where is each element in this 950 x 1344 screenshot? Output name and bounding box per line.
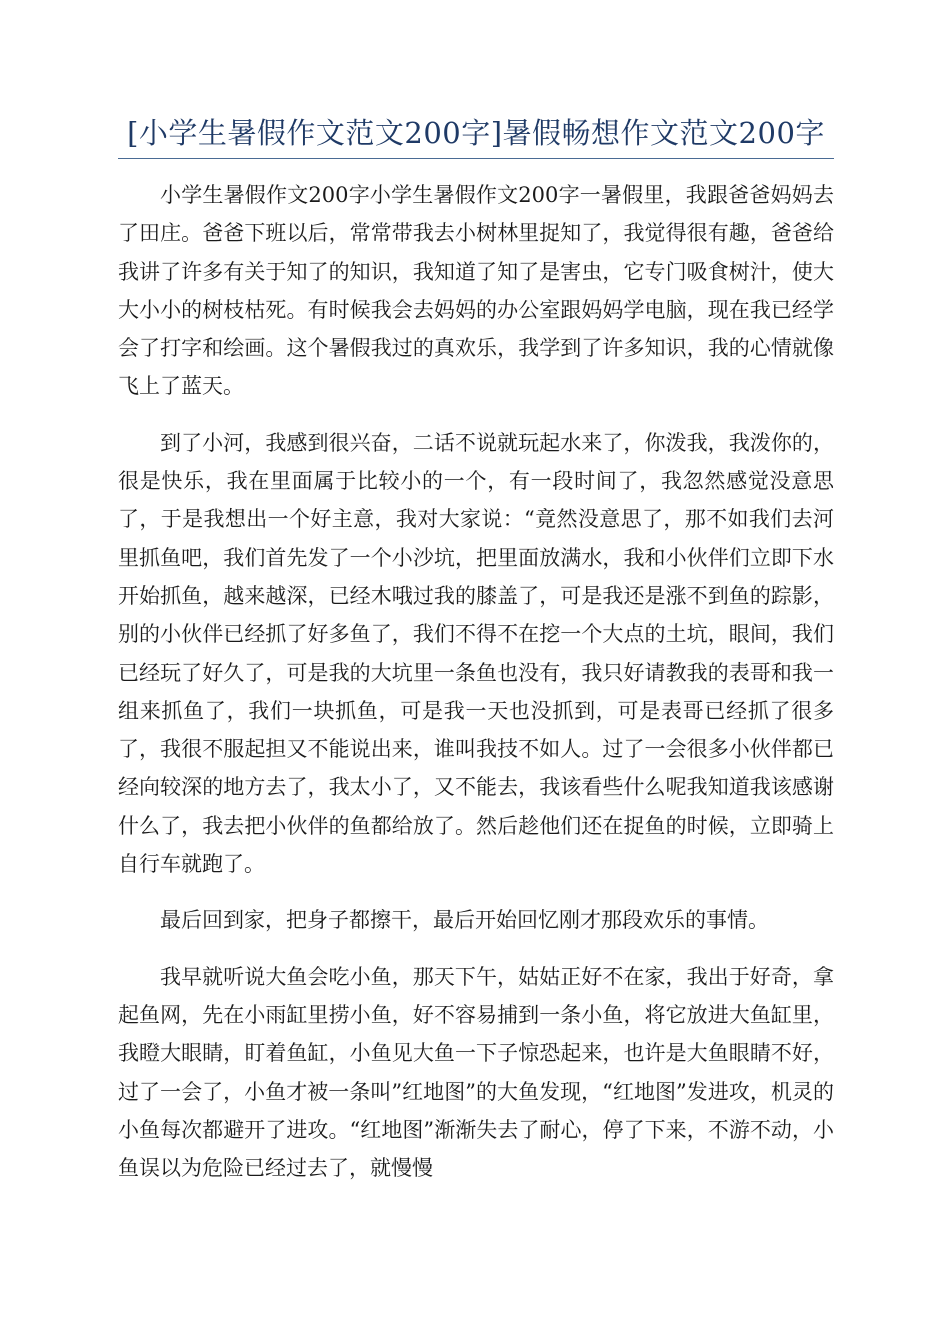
paragraph: 小学生暑假作文200字小学生暑假作文200字一暑假里，我跟爸爸妈妈去了田庄。爸爸下班以后，常常带我去小树林里捉知了，我觉得很有趣，爸爸给我讲了许多有关于知了的知识，我知道了知了是害虫，它专门吸食树汁，使大大小小的树枝枯死。有时候我会去妈妈的办公室跟妈妈学电脑，现在我已经学会了打字和绘画。这个暑假我过的真欢乐，我学到了许多知识，我的心情就像飞上了蓝天。 — [118, 183, 834, 399]
paragraph: 最后回到家，把身子都擦干，最后开始回忆刚才那段欢乐的事情。 — [160, 908, 769, 933]
paragraph: 我早就听说大鱼会吃小鱼，那天下午，姑姑正好不在家，我出于好奇，拿起鱼网，先在小雨缸里捞小鱼，好不容易捕到一条小鱼，将它放进大鱼缸里，我瞪大眼睛，盯着鱼缸，小鱼见大鱼一下子惊恐起来，也许是大鱼眼睛不好，过了一会了，小鱼才被一条叫”红地图”的大鱼发现，“红地图”发进攻，机灵的小鱼每次都避开了进攻。“红地图”渐渐失去了耐心，停了下来，不游不动，小鱼误以为危险已经过去了，就慢慢 — [118, 964, 834, 1181]
title-block — [118, 108, 834, 159]
article-body — [118, 176, 834, 1205]
page-title: [小学生暑假作文范文200字]暑假畅想作文范文200字 — [127, 116, 825, 150]
paragraph: 到了小河，我感到很兴奋，二话不说就玩起水来了，你泼我，我泼你的，很是快乐，我在里面属于比较小的一个，有一段时间了，我忽然感觉没意思了，于是我想出一个好主意，我对大家说：“竟然没意思了，那不如我们去河里抓鱼吧，我们首先发了一个小沙坑，把里面放满水，我和小伙伴们立即下水开始抓鱼，越来越深，已经木哦过我的膝盖了，可是我还是涨不到鱼的踪影，别的小伙伴已经抓了好多鱼了，我们不得不在挖一个大点的土坑，眼间，我们已经玩了好久了，可是我的大坑里一条鱼也没有，我只好请教我的表哥和我一组来抓鱼了，我们一块抓鱼，可是我一天也没抓到，可是表哥已经抓了很多了，我很不服起担又不能说出来，谁叫我技不如人。过了一会很多小伙伴都已经向较深的地方去了，我太小了，又不能去，我该看些什么呢我知道我该感谢什么了，我去把小伙伴的鱼都给放了。然后趁他们还在捉鱼的时候，立即骑上自行车就跑了。 — [118, 430, 834, 877]
